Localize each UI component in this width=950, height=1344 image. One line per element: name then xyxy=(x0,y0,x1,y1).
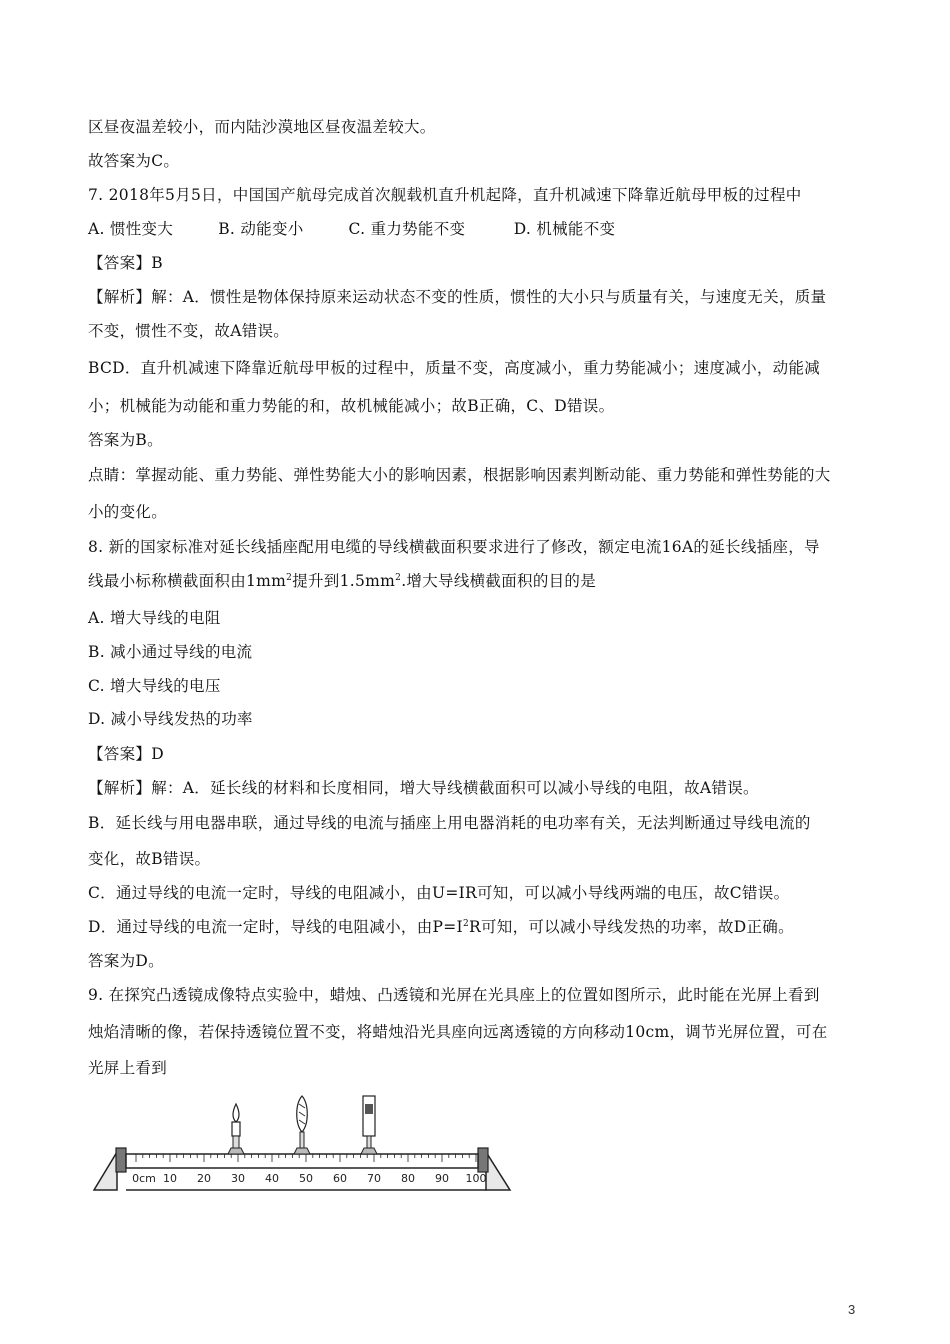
explanation-line: 变化，故B错误。 xyxy=(88,850,211,868)
option-d: D. 机械能不变 xyxy=(513,220,616,238)
right-end-block xyxy=(478,1148,488,1172)
superscript: 2 xyxy=(395,573,402,583)
ruler-label: 100 xyxy=(465,1172,487,1185)
explanation-line: BCD．直升机减速下降靠近航母甲板的过程中，质量不变，高度减小，重力势能减小；速度减小，动能减 xyxy=(88,359,821,377)
explanation-line: 【解析】解：A．延长线的材料和长度相同，增大导线横截面积可以减小导线的电阻，故A错误。 xyxy=(88,779,759,797)
explanation-line: 点睛：掌握动能、重力势能、弹性势能大小的影响因素，根据影响因素判断动能、重力势能和弹性势能的大 xyxy=(88,466,831,484)
explanation-line: C．通过导线的电流一定时，导线的电阻减小，由U=IR可知，可以减小导线两端的电压，故C错误。 xyxy=(88,884,790,902)
left-support xyxy=(94,1152,117,1190)
explanation-line xyxy=(88,917,794,937)
question-7-options xyxy=(88,219,615,239)
ruler-rail xyxy=(126,1154,478,1168)
explanation-line: 答案为D。 xyxy=(88,952,164,970)
answer-line: 【答案】D xyxy=(88,745,164,763)
question-8-stem-2 xyxy=(88,571,596,591)
ruler-label: 30 xyxy=(231,1172,245,1185)
optical-bench-figure xyxy=(92,1092,512,1194)
option-a: A. 惯性变大 xyxy=(88,220,174,238)
ruler-label: 10 xyxy=(163,1172,177,1185)
question-9-stem-2: 烛焰清晰的像，若保持透镜位置不变，将蜡烛沿光具座向远离透镜的方向移动10cm，调节光屏位置，可在 xyxy=(88,1023,828,1041)
explanation-line: B．延长线与用电器串联，通过导线的电流与插座上用电器消耗的电功率有关，无法判断通过导线电流的 xyxy=(88,814,811,832)
question-8-stem: 8. 新的国家标准对延长线插座配用电缆的导线横截面积要求进行了修改，额定电流16A的延长线插座，导 xyxy=(88,538,820,556)
question-9-stem: 9. 在探究凸透镜成像特点实验中，蜡烛、凸透镜和光屏在光具座上的位置如图所示，此时能在光屏上看到 xyxy=(88,986,820,1004)
ruler-label: 60 xyxy=(333,1172,347,1185)
option-a: A. 增大导线的电阻 xyxy=(88,609,221,627)
ruler-label: 90 xyxy=(435,1172,449,1185)
answer-line: 【答案】B xyxy=(88,254,163,272)
text-fragment: .增大导线横截面积的目的是 xyxy=(401,572,597,590)
right-support xyxy=(486,1152,510,1190)
page-number: 3 xyxy=(848,1302,856,1317)
text-line: 故答案为C。 xyxy=(88,152,180,170)
explanation-line: 【解析】解：A．惯性是物体保持原来运动状态不变的性质，惯性的大小只与质量有关，与速度无关，质量 xyxy=(88,288,827,306)
convex-lens xyxy=(294,1096,310,1154)
question-9-stem-3: 光屏上看到 xyxy=(88,1059,168,1077)
text-fragment: 提升到1.5mm xyxy=(292,572,396,590)
candle xyxy=(228,1104,244,1154)
ruler-labels xyxy=(132,1172,486,1185)
option-b: B. 减小通过导线的电流 xyxy=(88,643,253,661)
explanation-line: 不变，惯性不变，故A错误。 xyxy=(88,322,290,340)
text-fragment: D．通过导线的电流一定时，导线的电阻减小，由P=I xyxy=(88,918,463,936)
ruler-label: 40 xyxy=(265,1172,279,1185)
ruler-label: 0cm xyxy=(132,1172,156,1185)
text-fragment: R可知，可以减小导线发热的功率，故D正确。 xyxy=(469,918,794,936)
option-d: D. 减小导线发热的功率 xyxy=(88,710,253,728)
option-c: C. 增大导线的电压 xyxy=(88,677,221,695)
ruler-label: 80 xyxy=(401,1172,415,1185)
text-line: 区昼夜温差较小，而内陆沙漠地区昼夜温差较大。 xyxy=(88,118,436,136)
light-screen xyxy=(361,1096,377,1154)
option-b: B. 动能变小 xyxy=(218,220,304,238)
ruler-label: 70 xyxy=(367,1172,381,1185)
question-7-stem: 7. 2018年5月5日，中国国产航母完成首次舰载机直升机起降，直升机减速下降靠近航母甲板的过程中 xyxy=(88,186,802,204)
superscript: 2 xyxy=(286,573,293,583)
explanation-line: 小的变化。 xyxy=(88,503,168,521)
left-end-block xyxy=(116,1148,126,1172)
ruler-label: 50 xyxy=(299,1172,313,1185)
option-c: C. 重力势能不变 xyxy=(348,220,466,238)
superscript: 2 xyxy=(462,919,469,929)
text-fragment: 线最小标称横截面积由1mm xyxy=(88,572,287,590)
explanation-line: 答案为B。 xyxy=(88,431,163,449)
ruler-label: 20 xyxy=(197,1172,211,1185)
explanation-line: 小；机械能为动能和重力势能的和，故机械能减小；故B正确，C、D错误。 xyxy=(88,397,615,415)
